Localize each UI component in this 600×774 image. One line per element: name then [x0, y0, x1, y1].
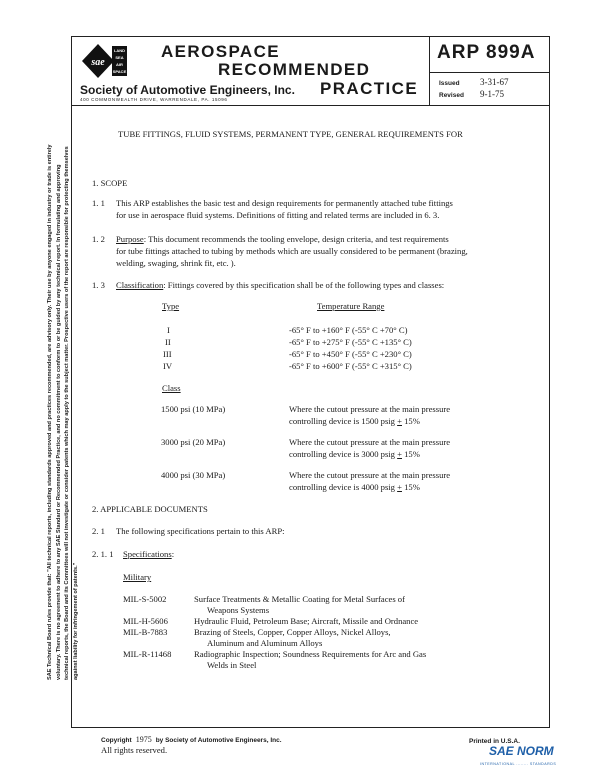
- logo-text-air: AIR: [116, 62, 123, 67]
- logo-letters: sae: [91, 57, 105, 68]
- issued-date: 3-31-67: [480, 77, 509, 87]
- section-1-3-number: 1. 3: [92, 280, 105, 290]
- watermark-subtitle: INTERNATIONAL ........ STANDARDS: [480, 762, 557, 766]
- title-aerospace: AEROSPACE: [161, 42, 281, 61]
- logo-text-sea: SEA: [115, 55, 124, 60]
- section-2-heading: 2. APPLICABLE DOCUMENTS: [92, 504, 208, 514]
- class-3-line2-text: controlling device is 4000 psig: [289, 482, 398, 492]
- type-header: Type: [162, 301, 180, 311]
- spec-3-line2: Aluminum and Aluminum Alloys: [207, 638, 323, 648]
- class-3-tolerance: 15%: [401, 482, 420, 492]
- spec-2-code: MIL-H-5606: [123, 616, 168, 626]
- issued-label: Issued: [439, 80, 460, 87]
- section-1-1-line2: for use in aerospace fluid systems. Definitions of fitting and related terms are included in 6. 3.: [116, 210, 440, 220]
- header-divider-horizontal: [429, 72, 550, 73]
- class-3-plusminus: +: [397, 482, 402, 492]
- class-2-pressure: 3000 psi (20 MPa): [161, 437, 226, 447]
- classification-text: : Fittings covered by this specification shall be of the following types and classes:: [163, 280, 445, 290]
- purpose-label: Purpose: [116, 234, 144, 244]
- section-1-3-line: [116, 279, 444, 291]
- printed-in-text: Printed in U.S.A.: [469, 738, 520, 745]
- copyright-org: by Society of Automotive Engineers, Inc.: [155, 737, 282, 744]
- class-1-tolerance: 15%: [401, 416, 420, 426]
- class-2-plusminus: +: [397, 449, 402, 459]
- revised-label: Revised: [439, 92, 464, 99]
- title-recommended: RECOMMENDED: [218, 60, 371, 79]
- section-1-heading: 1. SCOPE: [92, 178, 128, 188]
- spec-1-line2: Weapons Systems: [207, 605, 270, 615]
- section-1-1-number: 1. 1: [92, 198, 105, 208]
- type-row-3-type: III: [163, 349, 172, 359]
- title-practice: PRACTICE: [320, 79, 419, 98]
- class-3-line1: Where the cutout pressure at the main pressure: [289, 470, 451, 480]
- class-3-line2: [289, 481, 420, 493]
- spec-1-code: MIL-S-5002: [123, 594, 167, 604]
- spec-4-code: MIL-R-11468: [123, 649, 172, 659]
- section-2-1-number: 2. 1: [92, 526, 105, 536]
- section-1-2-line3: welding, swaging, shrink fit, etc. ).: [116, 258, 236, 268]
- spec-4-line1: Radiographic Inspection; Soundness Requirements for Arc and Gas: [194, 649, 427, 659]
- type-row-4-range: -65° F to +600° F (-55° C +315° C): [289, 361, 412, 371]
- type-row-2-type: II: [165, 337, 171, 347]
- logo-text-space: SPACE: [112, 69, 127, 74]
- section-1-2-line1: [116, 233, 449, 245]
- class-1-line2-text: controlling device is 1500 psig: [289, 416, 398, 426]
- section-1-2-number: 1. 2: [92, 234, 105, 244]
- spec-2-line1: Hydraulic Fluid, Petroleum Base; Aircraft, Missile and Ordnance: [194, 616, 419, 626]
- organization-address: 400 COMMONWEALTH DRIVE, WARRENDALE, PA. 15096: [80, 97, 228, 102]
- logo-text-land: LAND: [113, 48, 126, 53]
- disclaimer-text: SAE Technical Board rules provide that: "All technical reports, including standards approved and practices recommended, are advisory only. Their use by anyone engaged in industry or trade is entirely voluntary. There is no agreement to adhere to any SAE Standard or Recommended Practice, and no commitment to conform to or be guided by any technical report. In formulating and approving technical reports, the Board and its Committees will not investigate or consider patents which may apply to the subject matter. Prospective users of the report are responsible for protecting themselves against liability for infringement of patents.": [47, 144, 79, 680]
- class-2-line2: [289, 448, 420, 460]
- revised-date: 9-1-75: [480, 89, 504, 99]
- type-row-3-range: -65° F to +450° F (-55° C +230° C): [289, 349, 412, 359]
- doc-number: ARP 899A: [437, 42, 536, 63]
- specifications-label: Specifications: [123, 549, 172, 559]
- section-2-1-1-label: [123, 548, 174, 560]
- copyright-line: [101, 735, 282, 744]
- class-3-pressure: 4000 psi (30 MPa): [161, 470, 226, 480]
- military-header: Military: [123, 572, 152, 582]
- watermark-logo: SAE NORM: [489, 744, 554, 758]
- class-1-line1: Where the cutout pressure at the main pressure: [289, 404, 451, 414]
- document-title: TUBE FITTINGS, FLUID SYSTEMS, PERMANENT TYPE, GENERAL REQUIREMENTS FOR: [118, 129, 463, 139]
- temperature-header: Temperature Range: [317, 301, 385, 311]
- sae-logo: [80, 43, 128, 79]
- section-1-1-line1: This ARP establishes the basic test and design requirements for permanently attached tube fittings: [116, 198, 453, 208]
- spec-1-line1: Surface Treatments & Metallic Coating for Metal Surfaces of: [194, 594, 405, 604]
- class-1-line2: [289, 415, 420, 427]
- spec-3-code: MIL-B-7883: [123, 627, 168, 637]
- section-1-2-line2: for tube fittings attached to tubing by methods which are usually considered to be permanent (brazing,: [116, 246, 468, 256]
- class-2-line1: Where the cutout pressure at the main pressure: [289, 437, 451, 447]
- class-1-plusminus: +: [397, 416, 402, 426]
- organization-name: Society of Automotive Engineers, Inc.: [80, 83, 295, 97]
- copyright-label: Copyright: [101, 737, 132, 744]
- section-2-1-text: The following specifications pertain to this ARP:: [116, 526, 285, 536]
- type-row-1-range: -65° F to +160° F (-55° C +70° C): [289, 325, 408, 335]
- type-row-1-type: I: [167, 325, 170, 335]
- spec-3-line1: Brazing of Steels, Copper, Copper Alloys, Nickel Alloys,: [194, 627, 391, 637]
- class-header: Class: [162, 383, 181, 393]
- type-row-4-type: IV: [163, 361, 173, 371]
- header-divider-vertical: [429, 36, 430, 106]
- specifications-colon: :: [171, 549, 175, 559]
- classification-label: Classification: [116, 280, 164, 290]
- class-1-pressure: 1500 psi (10 MPa): [161, 404, 226, 414]
- spec-4-line2: Welds in Steel: [207, 660, 257, 670]
- copyright-year: 1975: [135, 735, 152, 744]
- rights-reserved: All rights reserved.: [101, 745, 168, 755]
- class-2-tolerance: 15%: [401, 449, 420, 459]
- purpose-text: : This document recommends the tooling envelope, design criteria, and test requirements: [143, 234, 449, 244]
- document-header: [71, 36, 550, 106]
- class-2-line2-text: controlling device is 3000 psig: [289, 449, 398, 459]
- type-row-2-range: -65° F to +275° F (-55° C +135° C): [289, 337, 412, 347]
- section-2-1-1-number: 2. 1. 1: [92, 549, 114, 559]
